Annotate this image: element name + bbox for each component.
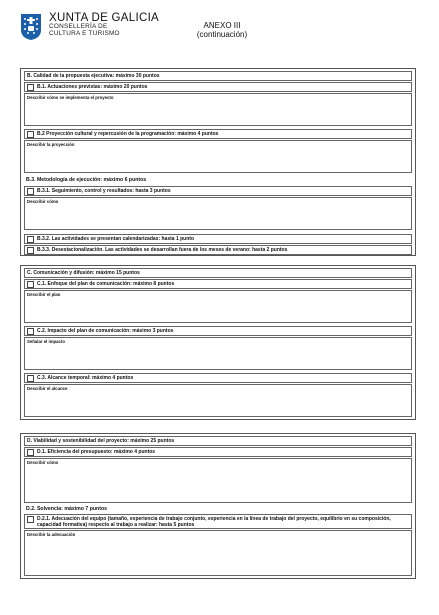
b32-row: [24, 234, 412, 244]
d21-field-label: Describir la adecuación: [27, 532, 76, 537]
section-c-title: C. Comunicación y difusión: máximo 15 puntos: [24, 268, 412, 278]
c2-field[interactable]: [24, 337, 412, 370]
b1-field-label: Describir cómo se implementa el proyecto: [27, 95, 114, 100]
section-c: [20, 265, 416, 420]
c2-field-label: Señalar el impacto: [27, 339, 65, 344]
c2-row: [24, 326, 412, 336]
b31-row: [24, 186, 412, 196]
b2-field-label: Describir la proyección: [27, 142, 75, 147]
dept-line2: CULTURA E TURISMO: [49, 29, 120, 37]
b31-field[interactable]: [24, 197, 412, 230]
annex-heading: [170, 21, 274, 39]
c2-label: C.2. Impacto del plan de comunicación: máximo 3 puntos: [37, 328, 174, 334]
b33-label: B.3.3. Desestacionalización. Las actividades se desarrollan fuera de los meses de verano: hasta 2 puntos: [37, 247, 288, 253]
d1-field[interactable]: [24, 458, 412, 503]
annex-subtitle: (continuación): [196, 30, 248, 40]
c1-checkbox[interactable]: [27, 281, 34, 288]
b31-label: B.3.1. Seguimiento, control y resultados: hasta 3 puntos: [37, 188, 171, 194]
section-b: [20, 68, 416, 256]
c3-field[interactable]: [24, 384, 412, 417]
brand-block: [49, 12, 159, 38]
b33-row: [24, 245, 412, 255]
section-d-title: D. Viabilidad y sostenibilidad del proyecto: máximo 25 puntos: [24, 436, 412, 446]
c1-label: C.1. Enfoque del plan de comunicación: máximo 8 puntos: [37, 281, 175, 287]
b2-checkbox[interactable]: [27, 131, 34, 138]
d1-row: [24, 447, 412, 457]
c2-checkbox[interactable]: [27, 328, 34, 335]
d2-heading: D.2. Solvencia: máximo 7 puntos: [26, 506, 108, 512]
d21-row: [24, 514, 412, 529]
c3-checkbox[interactable]: [27, 375, 34, 382]
d1-field-label: Describir cómo: [27, 460, 59, 465]
b1-checkbox[interactable]: [27, 84, 34, 91]
b1-label: B.1. Actuaciones previstas: máximo 20 puntos: [37, 84, 148, 90]
b32-label: B.3.2. Las actividades se presentan calendarizadas: hasta 1 punto: [37, 236, 195, 242]
org-name: XUNTA DE GALICIA: [49, 12, 160, 24]
b2-label: B.2 Proyección cultural y repercusión de la programación: máximo 4 puntos: [37, 131, 219, 137]
b3-heading: B.3. Metodología de ejecución: máximo 6 puntos: [26, 177, 147, 183]
c1-row: [24, 279, 412, 289]
b1-row: [24, 82, 412, 92]
b31-checkbox[interactable]: [27, 188, 34, 195]
section-d: [20, 433, 416, 579]
b2-row: [24, 129, 412, 139]
d21-checkbox[interactable]: [27, 516, 34, 523]
section-b-title: B. Calidad de la propuesta ejecutiva: máximo 30 puntos: [24, 71, 412, 81]
c1-field-label: Describir el plan: [27, 292, 61, 297]
b2-field[interactable]: [24, 140, 412, 173]
c3-row: [24, 373, 412, 383]
c3-field-label: Describir el alcance: [27, 386, 68, 391]
b32-checkbox[interactable]: [27, 236, 34, 243]
annex-title: ANEXO III: [203, 21, 241, 30]
xunta-logo-icon: [20, 13, 42, 41]
d1-label: D.1. Eficiencia del presupuesto: máximo 4 puntos: [37, 449, 156, 455]
d1-checkbox[interactable]: [27, 449, 34, 456]
d21-field[interactable]: [24, 530, 412, 576]
b31-field-label: Describir cómo: [27, 199, 59, 204]
b1-field[interactable]: [24, 93, 412, 126]
c1-field[interactable]: [24, 290, 412, 323]
d21-label: D.2.1. Adecuación del equipo (tamaño, experiencia de trabajo conjunto, experiencia en la línea de trabajo del proyecto, equilibrio en su composición, capacidad formativa) respecto al trabajo a realizar: hasta 5 puntos: [37, 516, 391, 528]
c3-label: C.3. Alcance temporal: máximo 4 puntos: [37, 375, 134, 381]
dept-line1: CONSELLERÍA DE: [49, 23, 108, 31]
b33-checkbox[interactable]: [27, 247, 34, 254]
